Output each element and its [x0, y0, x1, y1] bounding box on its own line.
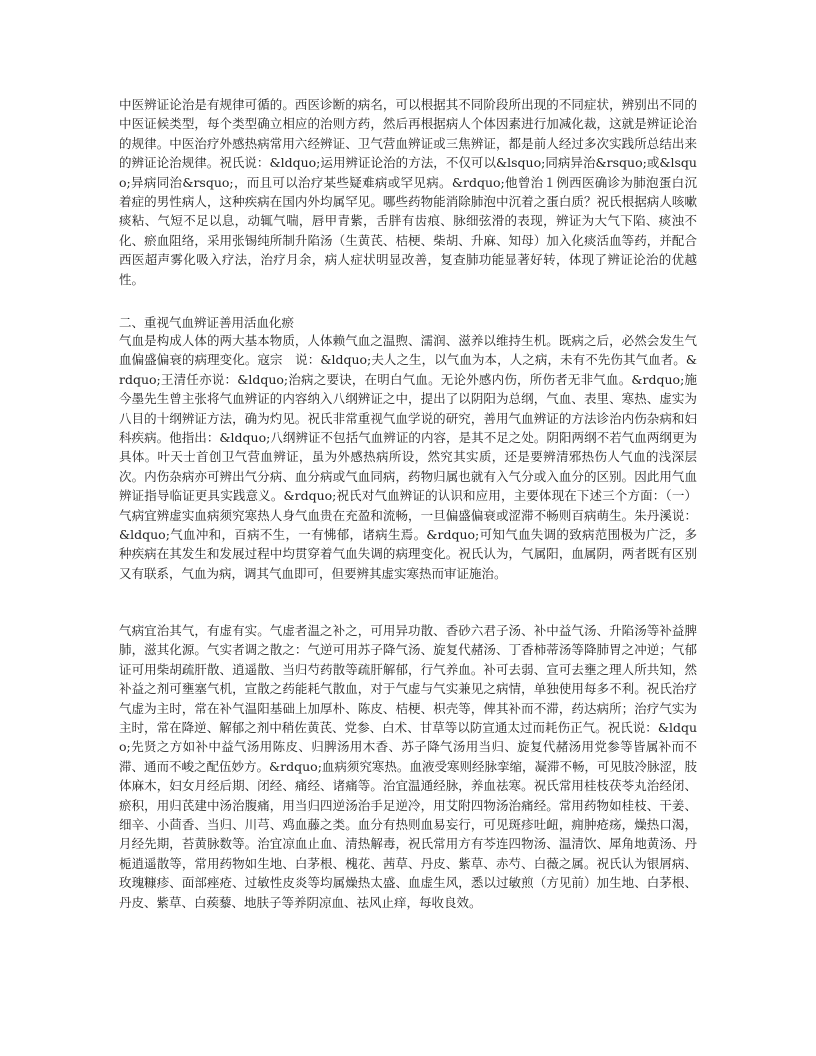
paragraph-syndrome-differentiation: 中医辨证论治是有规律可循的。西医诊断的病名，可以根据其不同阶段所出现的不同症状，辨别出不同的中医证候类型，每个类型确立相应的治则方药，然后再根据病人个体因素进行加减化裁，这就是辨证论治的规律。中医治疗外感热病常用六经辨证、卫气营血辨证或三焦辨证，都是前人经过多次实践所总结出来的辨证论治规律。祝氏说：&ldquo;运用辨证论治的方法，不仅可以&lsquo;同病异治&rsquo;或&lsquo;异病同治&rsquo;，而且可以治疗某些疑难病或罕见病。&rdquo;他曾治１例西医确诊为肺泡蛋白沉着症的男性病人，这种疾病在国内外均属罕见。哪些药物能消除肺泡中沉着之蛋白质？祝氏根据病人咳嗽痰粘、气短不足以息，动辄气喘，唇甲青紫，舌胖有齿痕、脉细弦滑的表现，辨证为大气下陷、痰浊不化、瘀血阻络，采用张锡纯所制升陷汤（生黄芪、桔梗、柴胡、升麻、知母）加入化痰活血等药，并配合西医超声雾化吸入疗法，治疗月余，病人症状明显改善，复查肺功能显著好转，体现了辨证论治的优越性。 — [119, 97, 697, 287]
paragraph-qi-blood-differentiation: 气血是构成人体的两大基本物质，人体赖气血之温煦、濡润、滋养以维持生机。既病之后，必然会发生气血偏盛偏衰的病理变化。寇宗 说：&ldquo;夫人之生，以气血为本，人之病，未有不先伤其气血者。&rdquo;王清任亦说：&ldquo;治病之要诀，在明白气血。无论外感内伤，所伤者无非气血。&rdquo;施今墨先生曾主张将气血辨证的内容纳入八纲辨证之中，提出了以阴阳为总纲，气血、表里、寒热、虚实为八目的十纲辨证方法，确为灼见。祝氏非常重视气血学说的研究，善用气血辨证的方法诊治内伤杂病和妇科疾病。他指出：&ldquo;八纲辨证不包括气血辨证的内容，是其不足之处。阴阳两纲不若气血两纲更为具体。叶天士首创卫气营血辨证，虽为外感热病所设，然究其实质，还是要辨清邪热伤人气血的浅深层次。内伤杂病亦可辨出气分病、血分病或气血同病，药物归属也就有入气分或入血分的区别。因此用气血辨证指导临证更具实践意义。&rdquo;祝氏对气血辨证的认识和应用，主要体现在下述三个方面：（一）气病宜辨虚实血病须究寒热人身气血贵在充盈和流畅，一旦偏盛偏衰或涩滞不畅则百病萌生。朱丹溪说：&ldquo;气血冲和，百病不生，一有怫郁，诸病生焉。&rdquo;可知气血失调的致病范围极为广泛，多种疾病在其发生和发展过程中均贯穿着气血失调的病理变化。祝氏认为，气属阳，血属阴，两者既有区别又有联系，气血为病，调其气血即可，但要辨其虚实寒热而审证施治。 — [119, 333, 697, 581]
section-heading: 二、重视气血辨证善用活血化瘀 — [119, 315, 295, 330]
paragraph-qi-blood-treatment: 气病宜治其气，有虚有实。气虚者温之补之，可用异功散、香砂六君子汤、补中益气汤、升陷汤等补益脾肺，滋其化源。气实者调之散之：气逆可用苏子降气汤、旋复代赭汤、丁香柿蒂汤等降肺胃之冲逆；气郁证可用柴胡疏肝散、逍遥散、当归芍药散等疏肝解郁，行气养血。补可去弱、宣可去壅之理人所共知，然补益之剂可壅塞气机，宣散之药能耗气散血，对于气虚与气实兼见之病情，单独使用每多不利。祝氏治疗气虚为主时，常在补气温阳基础上加厚朴、陈皮、桔梗、枳壳等，俾其补而不滞，药达病所；治疗气实为主时，常在降逆、解郁之剂中稍佐黄芪、党参、白术、甘草等以防宣通太过而耗伤正气。祝氏说：&ldquo;先贤之方如补中益气汤用陈皮、归脾汤用木香、苏子降气汤用当归、旋复代赭汤用党参等皆属补而不滞、通而不峻之配伍妙方。&rdquo;血病须究寒热。血液受寒则经脉挛缩，凝滞不畅，可见肢冷脉涩，肢体麻木，妇女月经后期、闭经、痛经、诸痛等。治宜温通经脉，养血祛寒。祝氏常用桂枝茯苓丸治经闭、瘀积，用归芪建中汤治腹痛，用当归四逆汤治手足逆冷，用艾附四物汤治痛经。常用药物如桂枝、干姜、细辛、小茴香、当归、川芎、鸡血藤之类。血分有热则血易妄行，可见斑疹吐衄，痈肿疮疡，燥热口渴，月经先期，苔黄脉数等。治宜凉血止血、清热解毒，祝氏常用方有芩连四物汤、温清饮、犀角地黄汤、丹栀逍遥散等，常用药物如生地、白茅根、槐花、茜草、丹皮、紫草、赤芍、白薇之属。祝氏认为银屑病、玫瑰糠疹、面部痤疮、过敏性皮炎等均属燥热太盛、血虚生风，悉以过敏煎（方见前）加生地、白茅根、丹皮、紫草、白蒺藜、地肤子等养阴凉血、祛风止痒，每收良效。 — [119, 623, 697, 910]
